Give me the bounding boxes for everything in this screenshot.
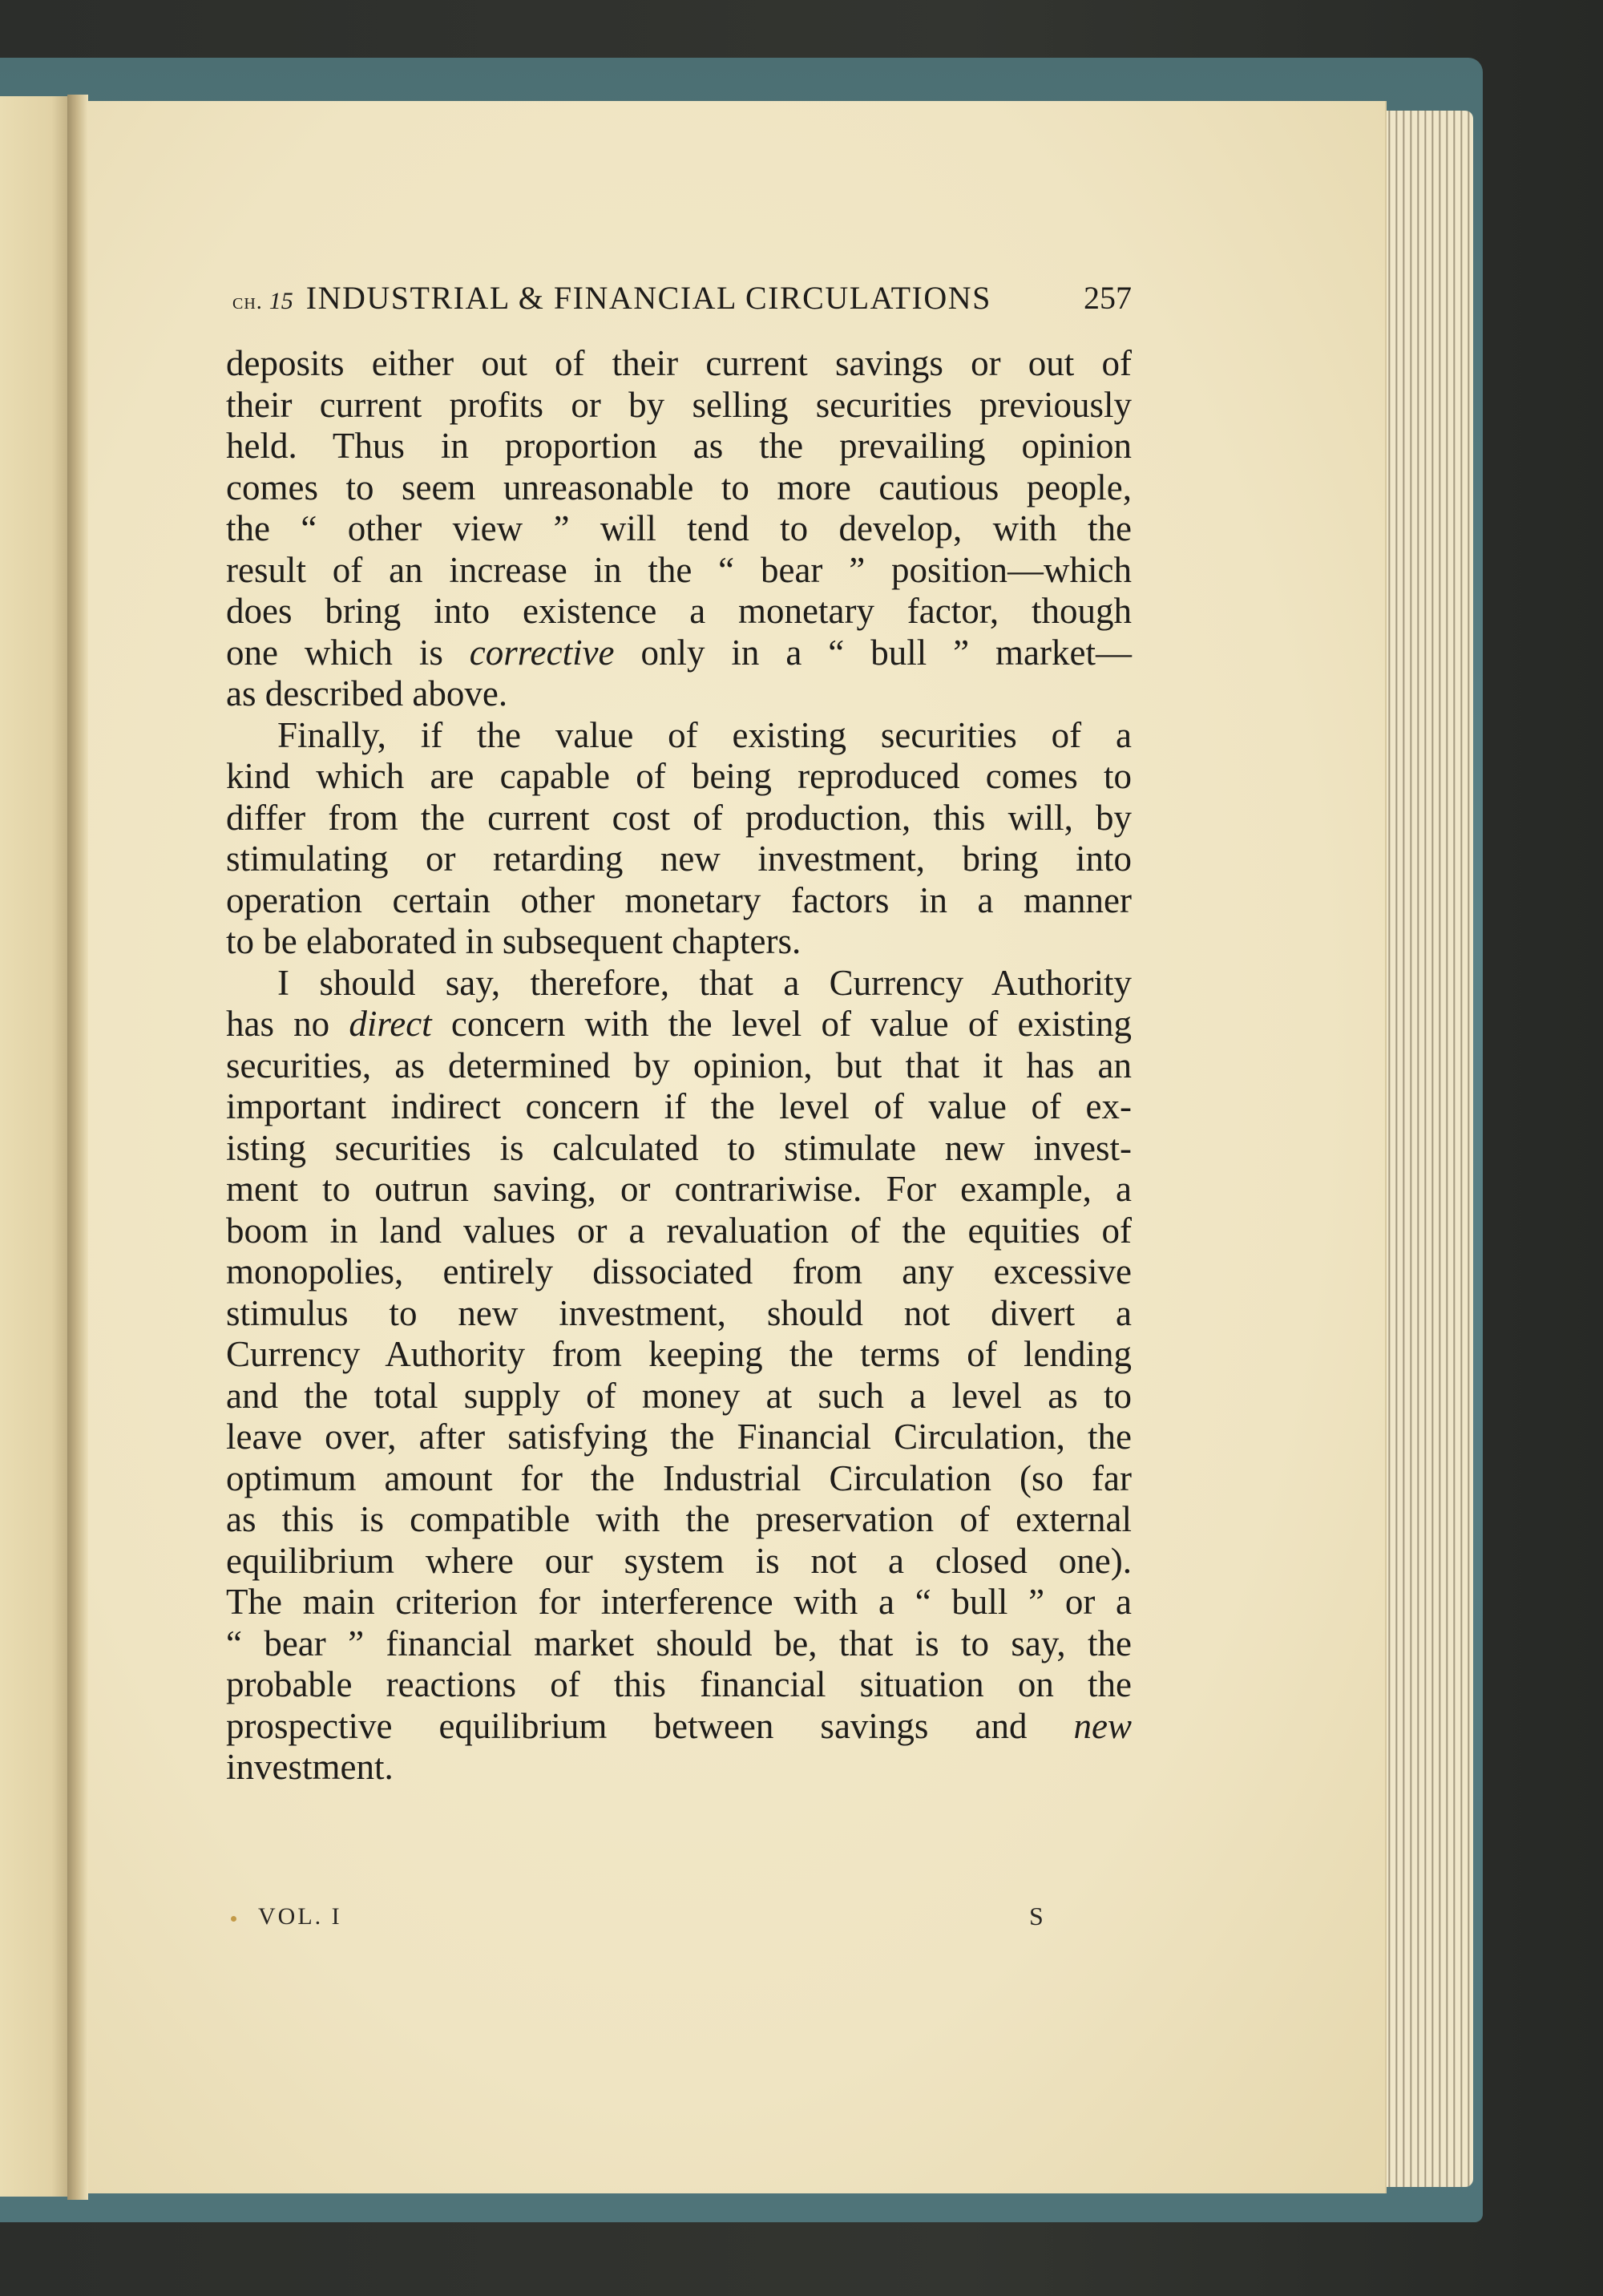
ink-speck	[231, 1916, 236, 1922]
running-title: INDUSTRIAL & FINANCIAL CIRCULATIONS	[305, 280, 991, 316]
text-line: operation certain other monetary factors in a manner	[226, 879, 1132, 920]
text-line: result of an increase in the “ bear ” position—which	[226, 549, 1132, 590]
emphasis: direct	[349, 1004, 432, 1044]
emphasis: new	[1073, 1705, 1132, 1746]
text-line: equilibrium where our system is not a closed one).	[226, 1540, 1132, 1581]
text-line: their current profits or by selling securities previously	[226, 384, 1132, 425]
text-line: Currency Authority from keeping the terms of lending	[226, 1334, 1132, 1374]
running-head	[232, 279, 1132, 319]
left-facing-page	[0, 96, 74, 2197]
text-line: stimulating or retarding new investment, bring into	[226, 839, 1132, 879]
chapter-label: ch.	[232, 289, 263, 314]
text-line: stimulus to new investment, should not divert a	[226, 1292, 1132, 1333]
book-gutter	[67, 95, 88, 2200]
text-line: monopolies, entirely dissociated from any excessive	[226, 1251, 1132, 1292]
text-line: deposits either out of their current savings or out of	[226, 343, 1132, 383]
text-line: probable reactions of this financial situation on the	[226, 1664, 1132, 1704]
text-line: boom in land values or a revaluation of the equities of	[226, 1210, 1132, 1251]
text-line: ment to outrun saving, or contrariwise. For example, a	[226, 1169, 1132, 1209]
gathering-signature: S	[1029, 1902, 1044, 1930]
paragraph-start: I should say, therefore, that a Currency Authority	[277, 962, 1132, 1003]
text-line: has no direct concern with the level of value of existing	[226, 1004, 1132, 1044]
text-line: important indirect concern if the level of value of ex-	[226, 1086, 1132, 1126]
text-line: to be elaborated in subsequent chapters.	[226, 921, 802, 961]
text-line: investment.	[226, 1747, 394, 1787]
text-line: optimum amount for the Industrial Circulation (so far	[226, 1457, 1132, 1498]
volume-signature: VOL. I	[258, 1903, 342, 1930]
paragraph-start: Finally, if the value of existing securities of a	[277, 714, 1132, 755]
text-line: as this is compatible with the preservation of external	[226, 1499, 1132, 1539]
body-text	[226, 343, 1132, 1789]
text-line: the “ other view ” will tend to develop, with the	[226, 508, 1132, 548]
text-line: differ from the current cost of production, this will, by	[226, 797, 1132, 838]
text-line: as described above.	[226, 673, 508, 713]
text-line: kind which are capable of being reproduced comes to	[226, 756, 1132, 796]
text-line: prospective equilibrium between savings and new	[226, 1705, 1132, 1746]
text-line: securities, as determined by opinion, but that it has an	[226, 1045, 1132, 1085]
text-line: held. Thus in proportion as the prevailing opinion	[226, 426, 1132, 466]
text-line: The main criterion for interference with a “ bull ” or a	[226, 1582, 1132, 1622]
text-line: comes to seem unreasonable to more cautious people,	[226, 467, 1132, 507]
chapter-number: 15	[269, 288, 293, 314]
page-number: 257	[1084, 280, 1132, 316]
text-line: “ bear ” financial market should be, that is to say, the	[226, 1623, 1132, 1663]
emphasis: corrective	[469, 632, 615, 673]
text-line: one which is corrective only in a “ bull ” market—	[226, 632, 1132, 673]
text-line: isting securities is calculated to stimulate new invest-	[226, 1127, 1132, 1168]
text-line: leave over, after satisfying the Financial Circulation, the	[226, 1417, 1132, 1457]
text-line: and the total supply of money at such a level as to	[226, 1375, 1132, 1416]
text-line: does bring into existence a monetary factor, though	[226, 591, 1132, 631]
